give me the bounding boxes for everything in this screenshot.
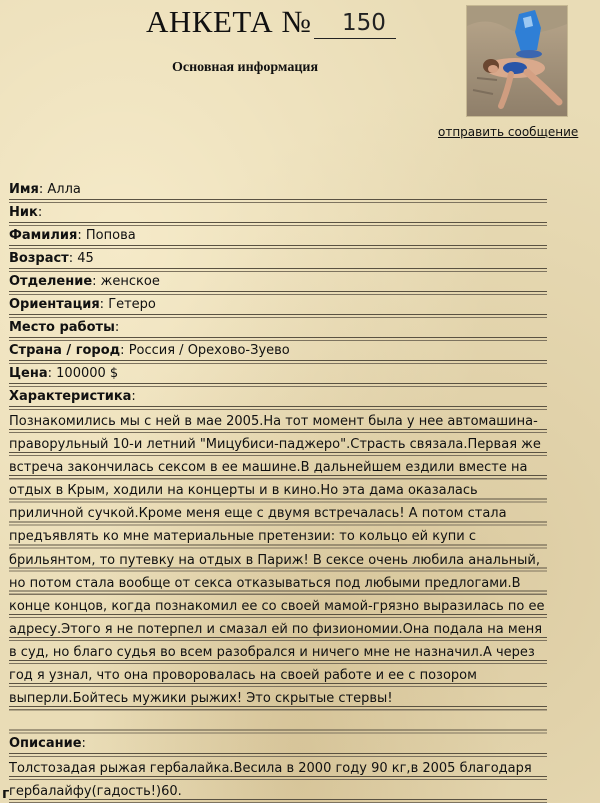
field-orientation-label: Ориентация [9, 297, 100, 312]
characteristics-text: Познакомились мы с ней в мае 2005.На тот момент была у нее автомашина-праворульный 10-и летний "Мицубиси-паджеро".Страсть связала.Первая же встреча закончилась сексом в ее машине.В дальнейшем ездили вместе на отдых в Крым, ходили на концерты и в кино.Но эта дама оказалась приличной сучкой.Кроме меня еще с двумя встречалась! А потом стала предъявлять ко мне материальные претензии: то кольцо ей купи с брильянтом, то путевку на отдых в Париж! В сексе очень любила анальный, но потом стала вообще от секса отказываться под любыми предлогами.В конце концов, когда познакомил ее со своей мамой-грязно выразилась по ее адресу.Этого я не потерпел и смазал ей по физиономии.Она подала на меня в суд, но благо судья во всем разобрался и ничего мне не назначил.А через год я узнал, что она проворовалась на своей работе и ее с позором выперли.Бойтесь мужики рыжих! Это скрытые стервы! [9, 414, 545, 707]
field-workplace: Место работы: [9, 318, 547, 341]
field-workplace-label: Место работы [9, 320, 115, 335]
characteristics-heading: Характеристика: [9, 387, 547, 410]
corner-mark: г [2, 786, 10, 802]
description-text-block [9, 757, 547, 803]
field-price-value: 100000 $ [56, 366, 119, 381]
field-name-value: Алла [47, 182, 81, 197]
field-location-label: Страна / город [9, 343, 121, 358]
field-department-label: Отделение [9, 274, 93, 289]
field-location-value: Россия / Орехово-Зуево [128, 343, 290, 358]
description-heading: Описание: [9, 734, 547, 757]
field-nick: Ник: [9, 203, 547, 226]
field-orientation-value: Гетеро [108, 297, 156, 312]
description-label: Описание [9, 736, 82, 751]
page-title: АНКЕТА № [146, 4, 312, 39]
profile-photo-image [467, 6, 567, 116]
profile-photo[interactable] [466, 5, 568, 117]
characteristics-text-block [9, 410, 547, 734]
field-price: Цена: 100000 $ [9, 364, 547, 387]
field-age: Возраст: 45 [9, 249, 547, 272]
field-age-label: Возраст [9, 251, 69, 266]
characteristics-label: Характеристика [9, 389, 132, 404]
field-price-label: Цена [9, 366, 48, 381]
field-name: Имя: Алла [9, 180, 547, 203]
field-orientation: Ориентация: Гетеро [9, 295, 547, 318]
field-location: Страна / город: Россия / Орехово-Зуево [9, 341, 547, 364]
field-surname-value: Попова [85, 228, 136, 243]
send-message-link[interactable]: отправить сообщение [438, 125, 579, 139]
description-text: Толстозадая рыжая гербалайка.Весила в 2000 году 90 кг,в 2005 благодаря гербалайфу(гадость!)60. [9, 761, 532, 800]
field-age-value: 45 [77, 251, 94, 266]
section-subtitle: Основная информация [172, 60, 319, 75]
profile-number-field [314, 8, 396, 39]
field-surname-label: Фамилия [9, 228, 78, 243]
field-department: Отделение: женское [9, 272, 547, 295]
field-department-value: женское [100, 274, 160, 289]
profile-number: 150 [342, 10, 386, 36]
field-name-label: Имя [9, 182, 39, 197]
field-surname: Фамилия: Попова [9, 226, 547, 249]
field-nick-label: Ник [9, 205, 38, 220]
